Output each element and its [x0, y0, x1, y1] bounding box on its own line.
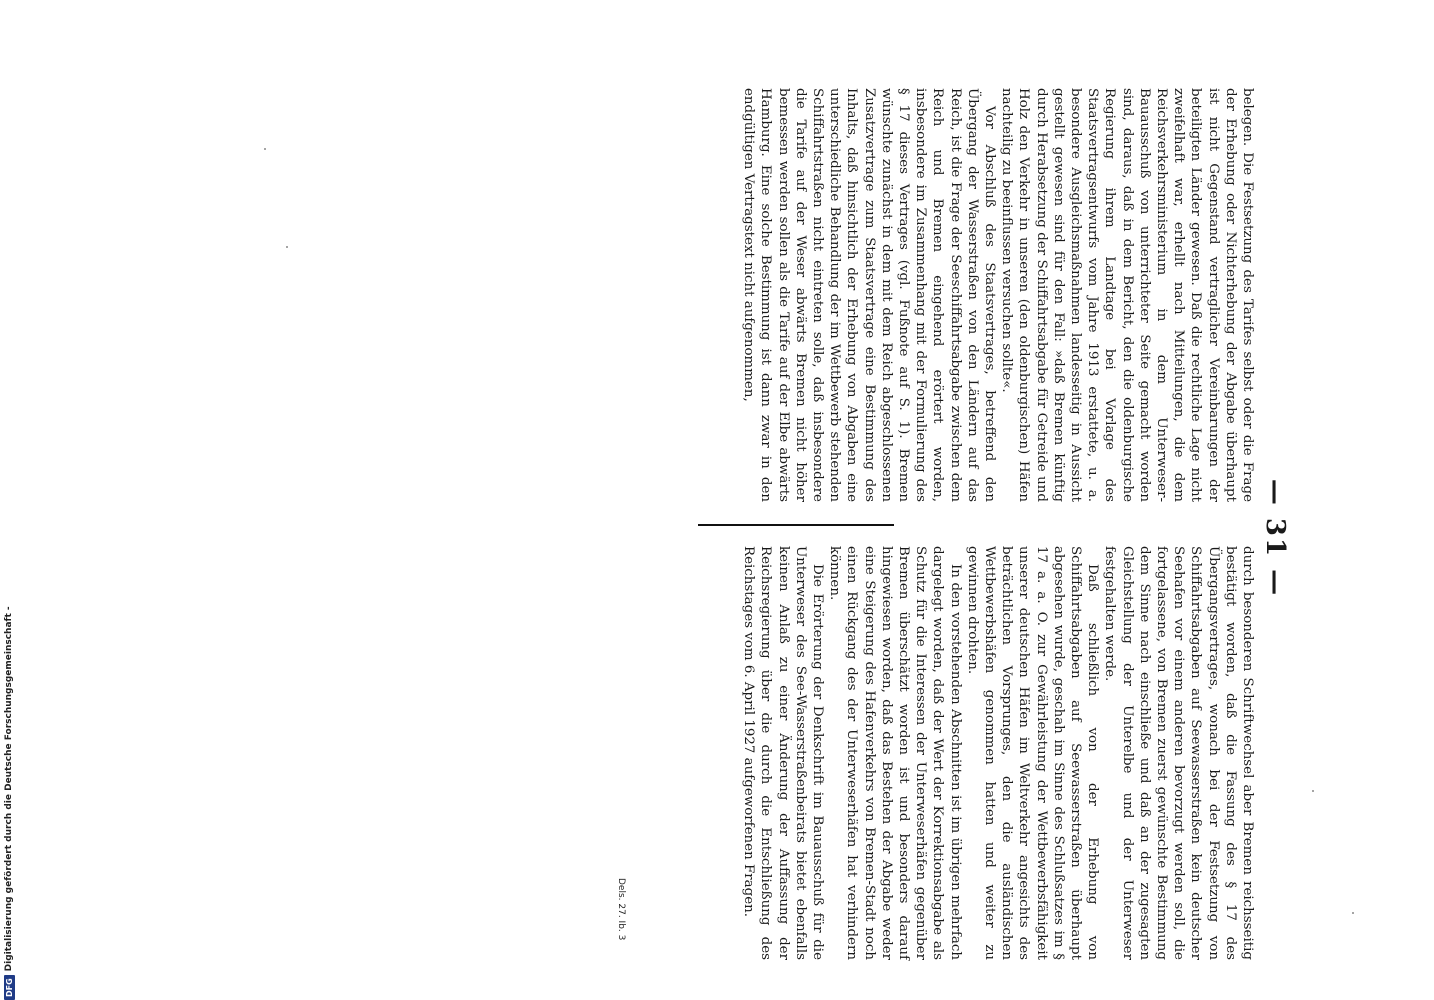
scan-speck	[286, 246, 288, 248]
paragraph: durch besonderen Schriftwechsel aber Bremen reichsseitig bestätigt worden, daß die Fassung des § 17 des Übergangsvertrages, wonach bei der Festsetzung von Schiffahrtsabgaben auf Seewasserstraßen kein deutscher Seehafen vor einem anderen bevorzugt werden soll, die fortgelassene, von Bremen zuerst gewünschte Bestimmung dem Sinne nach einschließe und daß an der zugesagten Gleichstellung der Unterelbe und der Unterweser festgehalten werde.	[1102, 546, 1255, 960]
column-divider	[698, 524, 894, 526]
paragraph: Vor Abschluß des Staatsvertrages, betreffend den Übergang der Wasserstraßen von den Ländern auf das Reich, ist die Frage der Seeschiffahrtsabgabe zwischen dem Reich und Bremen eingehend erörtert worden, insbesondere im Zusammenhang mit der Formulierung des § 17 dieses Vertrages (vgl. Fußnote auf S. 1). Bremen wünschte zunächst in dem mit dem Reich abgeschlossenen Zusatzvertrage zum Staatsvertrage eine Bestimmung des Inhalts, daß hinsichtlich der Erhebung von Abgaben eine unterschiedliche Behandlung der im Wettbewerb stehenden Schiffahrtstraßen nicht eintreten solle, daß insbesondere die Tarife auf der Weser abwärts Bremen nicht höher bemessen werden sollen als die Tarife auf der Elbe abwärts Hamburg. Eine solche Bestimmung ist dann zwar in den endgültigen Vertragstext nicht aufgenommen,	[741, 88, 997, 502]
rotated-document	[616, 88, 1290, 988]
paragraph: Daß schließlich von der Erhebung von Schiffahrtsabgaben auf Seewasserstraßen überhaupt abgesehen wurde, geschah im Sinne des Schlußsatzes im § 17 a. a. O. zur Gewährleistung der Wettbewerbsfähigkeit unserer deutschen Häfen im Weltverkehr angesichts des beträchtlichen Vorsprunges, den die ausländischen Wettbewerbshäfen genommen hatten und weiter zu gewinnen drohten.	[964, 546, 1101, 960]
paragraph: Die Erörterung der Denkschrift im Bauausschuß für die Unterweser des See-Wasserstraßenbeirats bietet ebenfalls keinen Anlaß zu einer Änderung der Auffassung der Reichsregierung über die durch die Entschließung des Reichstages vom 6. April 1927 aufgeworfenen Fragen.	[741, 546, 825, 960]
paragraph: belegen. Die Festsetzung des Tarifes selbst oder die Frage der Erhebung oder Nichterhebung der Abgabe überhaupt ist nicht Gegenstand vertraglicher Vereinbarungen der beteiligten Länder gewesen. Daß die rechtliche Lage nicht zweifelhaft war, erhellt nach Mitteilungen, die dem Reichsverkehrsministerium in dem Unterweser-Bauausschuß von unterrichteter Seite gemacht worden sind, daraus, daß in dem Bericht, den die oldenburgische Regierung ihrem Landtage bei Vorlage des Staatsvertragsentwurfs vom Jahre 1913 erstattete, u. a. besondere Ausgleichsmaßnahmen landesseitig in Aussicht gestellt gewesen sind für den Fall: »daß Bremen künftig durch Herabsetzung der Schiffahrtsabgabe für Getreide und Holz den Verkehr in unseren (den oldenburgischen) Häfen nachteilig zu beeinflussen versuchen sollte«.	[999, 88, 1255, 502]
footer-code: Dels. 27. Ib. 3	[616, 878, 626, 941]
scan-speck	[1312, 790, 1314, 792]
text-column-left	[741, 546, 1256, 960]
scan-speck	[264, 148, 266, 150]
paragraph: In den vorstehenden Abschnitten ist im übrigen mehrfach dargelegt worden, daß der Wert der Korrektionsabgabe als Schutz für die Interessen der Unterweserhäfen gegenüber Bremen überschätzt worden ist und besonders darauf hingewiesen worden, daß das Bestehen der Abgabe weder eine Steigerung des Hafenverkehrs von Bremen-Stadt noch einen Rückgang des der Unterweserhäfen hat verhindern können.	[827, 546, 963, 960]
digitization-credit	[2, 0, 16, 1000]
page-number: — 31 —	[1260, 478, 1290, 598]
text-column-right	[741, 88, 1256, 502]
scan-speck	[1352, 912, 1354, 914]
dfg-logo: DFG	[4, 975, 15, 1000]
credit-text: Digitalisierung gefördert durch die Deutsche Forschungsgemeinschaft -	[4, 606, 14, 972]
